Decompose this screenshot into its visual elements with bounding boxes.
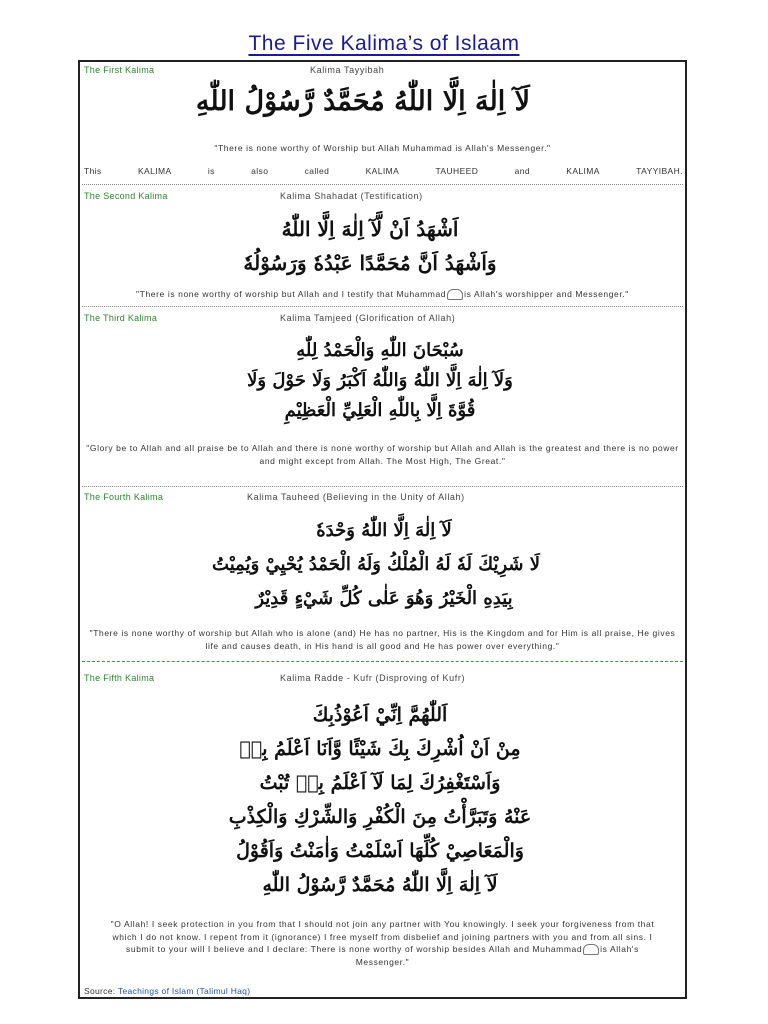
fifth-kalima-subtitle: Kalima Radde - Kufr (Disproving of Kufr) [280, 673, 466, 683]
third-kalima-arabic-line-1: سُبْحَانَ اللّٰهِ وَالْحَمْدُ لِلّٰهِ [296, 340, 464, 361]
divider [82, 661, 683, 662]
fifth-kalima-arabic-line-1: اَللّٰهُمَّ اِنِّيْ اَعُوْذُبِكَ [312, 704, 448, 726]
third-kalima-heading: The Third Kalima [84, 313, 158, 323]
second-kalima-arabic-line-2: وَاَشْهَدُ اَنَّ مُحَمَّدًا عَبْدُهٗ وَرَسُوْلُهٗ [243, 251, 497, 275]
note-word: KALIMA [137, 166, 172, 176]
fifth-kalima-arabic-line-4: عَنْهُ وَتَبَرَّأْتُ مِنَ الْكُفْرِ وَالشِّرْكِ وَالْكِذْبِ [228, 806, 532, 828]
source-line [84, 986, 250, 996]
page-title: The Five Kalima’s of Islaam [248, 32, 520, 55]
fourth-kalima-heading: The Fourth Kalima [84, 492, 164, 502]
fourth-kalima-arabic-line-3: بِيَدِهِ الْخَيْرُ وَهُوَ عَلٰى كُلِّ شَيْءٍ قَدِيْرٌ [255, 588, 513, 609]
translation-text: is Allah's Messenger." [355, 944, 639, 967]
fifth-kalima-arabic-line-5: وَالْمَعَاصِيْ كُلِّهَا اَسْلَمْتُ وَاٰمَنْتُ وَاَقُوْلُ [236, 840, 524, 862]
first-kalima-heading: The First Kalima [84, 65, 155, 75]
note-word: TAUHEED [435, 166, 479, 176]
translation-text: is Allah's worshipper and Messenger." [464, 289, 629, 299]
note-word: KALIMA [566, 166, 600, 176]
second-kalima-heading: The Second Kalima [84, 191, 168, 201]
note-word: This [84, 166, 102, 176]
fifth-kalima-arabic-line-3: وَاَسْتَغْفِرُكَ لِمَا لَآ اَعْلَمُ بِهٖ تُبْتُ [259, 772, 501, 794]
fifth-kalima-translation [100, 918, 665, 968]
salutation-icon [447, 289, 463, 300]
fourth-kalima-arabic-line-1: لَآ اِلٰهَ اِلَّا اللّٰهُ وَحْدَهٗ [316, 520, 452, 541]
fourth-kalima-subtitle: Kalima Tauheed (Believing in the Unity of Allah) [247, 492, 465, 502]
translation-text: "There is none worthy of worship but Allah and I testify that Muhammad [136, 289, 447, 299]
source-link[interactable]: Teachings of Islam (Talimul Haq) [117, 986, 251, 996]
source-label: Source: [84, 986, 116, 996]
note-word: TAYYIBAH. [636, 166, 683, 176]
fifth-kalima-arabic-line-6: لَآ اِلٰهَ اِلَّا اللّٰهُ مُحَمَّدٌ رَّسُوْلُ اللّٰهِ [262, 874, 498, 896]
second-kalima-translation [84, 288, 681, 301]
translation-text: "O Allah! I seek protection in you from that I should not join any partner with You knowingly. I seek your forgiveness from that which I do not know. I repent from it (ignorance) I free myself from disbelief and joining partners with you and from all sins. I submit to your will I believe and I declare: There is none worthy of worship besides Allah and Muhammad [110, 919, 655, 954]
third-kalima-arabic-line-2: وَلَآ اِلٰهَ اِلَّا اللّٰهُ وَاللّٰهُ اَكْبَرُ وَلَا حَوْلَ وَلَا [247, 370, 513, 391]
fourth-kalima-arabic-line-2: لَا شَرِيْكَ لَهٗ لَهُ الْمُلْكُ وَلَهُ الْحَمْدُ يُحْيِيْ وَيُمِيْتُ [212, 554, 540, 575]
first-kalima-subtitle: Kalima Tayyibah [310, 65, 385, 75]
fifth-kalima-heading: The Fifth Kalima [84, 673, 155, 683]
divider [82, 184, 683, 185]
note-word: KALIMA [365, 166, 400, 176]
second-kalima-subtitle: Kalima Shahadat (Testification) [280, 191, 423, 201]
kalima-frame [78, 60, 687, 999]
fourth-kalima-translation: "There is none worthy of worship but Allah who is alone (and) He has no partner, His is the Kingdom and for Him is all praise, He gives life and causes death, in His hand is all good and He has power over everything." [89, 628, 676, 651]
first-kalima-arabic: لَآ اِلٰهَ اِلَّا اللّٰهُ مُحَمَّدٌ رَّسُوْلُ اللّٰهِ [195, 86, 530, 117]
note-word: and [514, 166, 530, 176]
fifth-kalima-arabic-line-2: مِنْ اَنْ اُشْرِكَ بِكَ شَيْئًا وَّاَنَا اَعْلَمُ بِهٖ [239, 738, 521, 760]
note-word: is [207, 166, 215, 176]
note-word: also [251, 166, 269, 176]
third-kalima-translation: "Glory be to Allah and all praise be to Allah and there is none worthy of worship but Allah and Allah is the greatest and there is no power and might except from Allah. The Most High, The Great." [86, 443, 679, 466]
second-kalima-arabic-line-1: اَشْهَدُ اَنْ لَّآ اِلٰهَ اِلَّا اللّٰهُ [281, 217, 459, 241]
first-kalima-translation: "There is none worthy of Worship but Allah Muhammad is Allah's Messenger." [214, 143, 551, 153]
note-word: called [304, 166, 330, 176]
third-kalima-arabic-line-3: قُوَّةَ اِلَّا بِاللّٰهِ الْعَلِيِّ الْعَظِيْمِ [284, 400, 476, 421]
salutation-icon [583, 944, 599, 955]
first-kalima-note [84, 166, 683, 176]
divider [82, 486, 683, 487]
third-kalima-subtitle: Kalima Tamjeed (Glorification of Allah) [280, 313, 456, 323]
divider [82, 306, 683, 307]
